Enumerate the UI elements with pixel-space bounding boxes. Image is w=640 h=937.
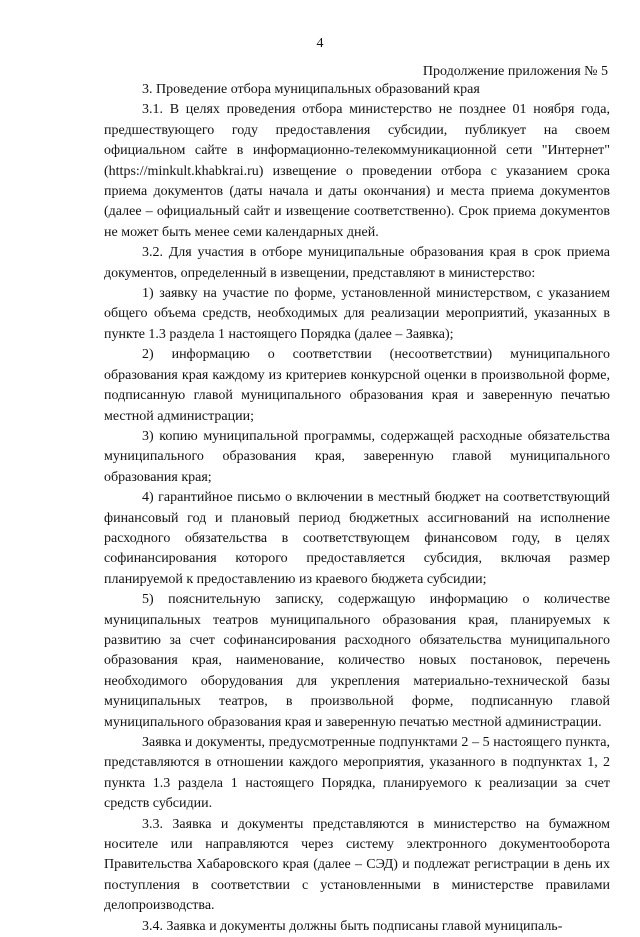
list-item-3: 3) копию муниципальной программы, содержащей расходные обязательства муниципального образования края, заверенную главой муниципального образования края; <box>104 428 610 485</box>
page-number: 4 <box>316 36 324 51</box>
paragraph-applications-note: Заявка и документы, предусмотренные подпунктами 2 – 5 настоящего пункта, представляются в отношении каждого мероприятия, указанного в подпунктах 1, 2 пункта 1.3 раздела 1 настоящего Порядка, планируемого к реализации за счет средств субсидии. <box>104 735 610 812</box>
paragraph-3-2: 3.2. Для участия в отборе муниципальные образования края в срок приема документов, определенный в извещении, представляют в министерство: <box>104 245 610 281</box>
list-item-1: 1) заявку на участие по форме, установленной министерством, с указанием общего объема средств, необходимых для реализации мероприятий, указанных в пункте 1.3 раздела 1 настоящего Порядка (далее – Заявка); <box>104 286 610 342</box>
list-item-5: 5) пояснительную записку, содержащую информацию о количестве муниципальных театров муниципального образования края, планируемых к развитию за счет софинансирования расходного обязательства муниципального образования края, наименование, количество новых постановок, перечень необходимого оборудования для укрепления материально-технической базы муниципальных театров, в произвольной форме, подписанную главой муниципального образования края и заверенную печатью местной администрации. <box>104 592 610 730</box>
list-item-4: 4) гарантийное письмо о включении в местный бюджет на соответствующий финансовый год и плановый период бюджетных ассигнований на исполнение расходного обязательства в соответствующем финансовом году, в целях софинансирования которого предоставляется субсидия, включая размер планируемой к предоставлению из краевого бюджета субсидии; <box>104 490 610 587</box>
paragraph-3-1: 3.1. В целях проведения отбора министерство не позднее 01 ноября года, предшествующего году предоставления субсидии, публикует на своем официальном сайте в информационно-телекоммуникационной сети "Интернет" (https://minkult.khabkrai.ru) извещение о проведении отбора с указанием срока приема документов (даты начала и даты окончания) и места приема документов (далее – официальный сайт и извещение соответственно). Срок приема документов не может быть менее семи календарных дней. <box>104 102 610 240</box>
document-body <box>104 80 610 937</box>
section-heading: 3. Проведение отбора муниципальных образований края <box>142 82 480 97</box>
list-item-2: 2) информацию о соответствии (несоответствии) муниципального образования края каждому из критериев конкурсной оценки в произвольной форме, подписанную главой муниципального образования края и заверенную печатью местной администрации; <box>104 347 610 424</box>
appendix-continuation-note: Продолжение приложения № 5 <box>422 64 608 79</box>
paragraph-3-3: 3.3. Заявка и документы представляются в министерство на бумажном носителе или направляются через систему электронного документооборота Правительства Хабаровского края (далее – СЭД) и подлежат регистрации в день их поступления в соответствии с установленными в министерстве правилами делопроизводства. <box>104 816 610 914</box>
paragraph-3-4: 3.4. Заявка и документы должны быть подписаны главой муниципаль- <box>142 918 563 934</box>
